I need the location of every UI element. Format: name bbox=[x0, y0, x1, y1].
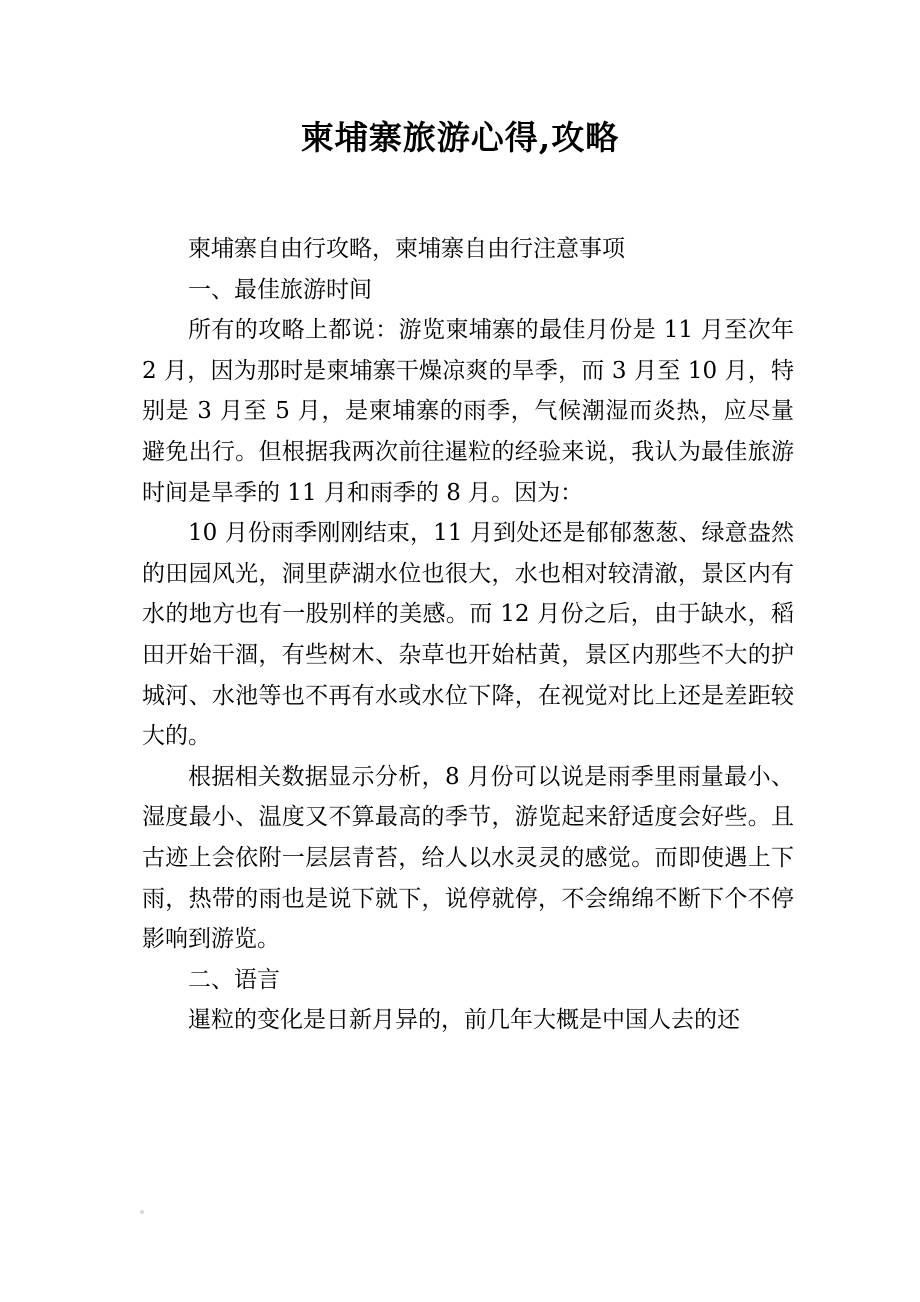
document-title: 柬埔寨旅游心得,攻略 bbox=[300, 118, 620, 157]
paragraph-best-time: 所有的攻略上都说：游览柬埔寨的最佳月份是 11 月至次年 2 月，因为那时是柬埔寨干燥凉爽的旱季，而 3 月至 10 月，特别是 3 月至 5 月，是柬埔寨的雨季，气候潮湿而炎热，应尽量避免出行。但根据我两次前往暹粒的经验来说，我认为最佳旅游时间是旱季的 11 月和雨季的 8 月。因为： bbox=[142, 317, 794, 506]
page-speck bbox=[140, 1210, 144, 1214]
document-body bbox=[142, 229, 794, 1041]
paragraph-language: 暹粒的变化是日新月异的，前几年大概是中国人去的还 bbox=[188, 1007, 740, 1034]
paragraph-intro: 柬埔寨自由行攻略，柬埔寨自由行注意事项 bbox=[188, 236, 625, 262]
paragraph-november: 10 月份雨季刚刚结束，11 月到处还是郁郁葱葱、绿意盎然的田园风光，洞里萨湖水位也很大，水也相对较清澈，景区内有水的地方也有一股别样的美感。而 12 月份之后，由于缺水，稻田开始干涸，有些树木、杂草也开始枯黄，景区内那些不大的护城河、水池等也不再有水或水位下降，在视觉对比上还是差距较大的。 bbox=[142, 520, 794, 750]
paragraph-august: 根据相关数据显示分析，8 月份可以说是雨季里雨量最小、湿度最小、温度又不算最高的季节，游览起来舒适度会好些。且古迹上会依附一层层青苔，给人以水灵灵的感觉。而即使遇上下雨，热带的雨也是说下就下，说停就停，不会绵绵不断下个不停影响到游览。 bbox=[142, 763, 794, 953]
section-heading-best-time: 一、最佳旅游时间 bbox=[188, 276, 372, 303]
section-heading-language: 二、语言 bbox=[188, 966, 280, 993]
